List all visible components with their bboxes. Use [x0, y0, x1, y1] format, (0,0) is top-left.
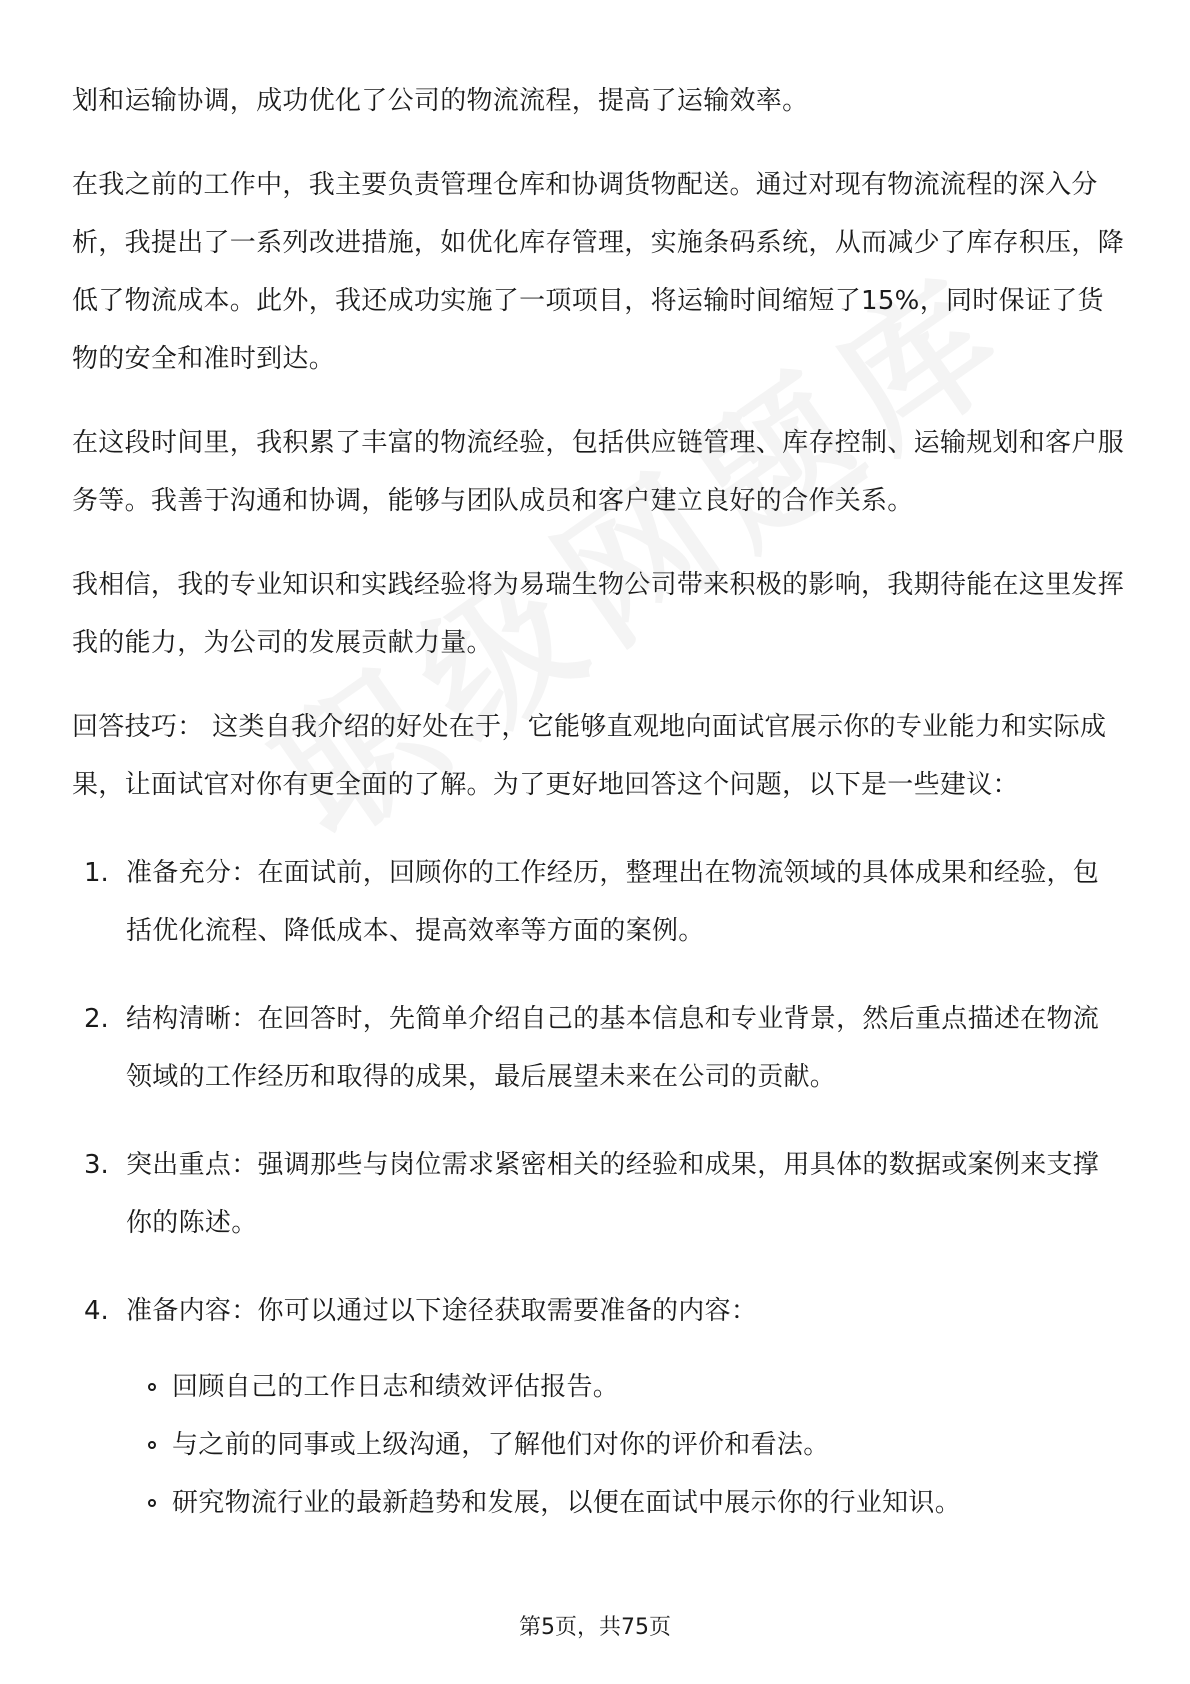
- sub-list-item: [72, 1474, 1124, 1532]
- tip-text: 结构清晰：在回答时，先简单介绍自己的基本信息和专业背景，然后重点描述在物流领域的工作经历和取得的成果，最后展望未来在公司的贡献。: [126, 1004, 1100, 1092]
- paragraph: 我相信，我的专业知识和实践经验将为易瑞生物公司带来积极的影响，我期待能在这里发挥我的能力，为公司的发展贡献力量。: [72, 570, 1125, 658]
- tip-number: 2.: [84, 1004, 109, 1034]
- tip-text: 准备内容：你可以通过以下途径获取需要准备的内容：: [126, 1296, 758, 1326]
- tip-item: [72, 844, 1124, 960]
- circle-bullet-icon: [148, 1499, 156, 1507]
- sub-item-text: 研究物流行业的最新趋势和发展，以便在面试中展示你的行业知识。: [172, 1488, 962, 1518]
- tip-number: 3.: [84, 1150, 109, 1180]
- tip-item: [72, 990, 1124, 1106]
- answer-tips-paragraph: 回答技巧： 这类自我介绍的好处在于，它能够直观地向面试官展示你的专业能力和实际成果，让面试官对你有更全面的了解。为了更好地回答这个问题，以下是一些建议：: [72, 712, 1107, 800]
- tip-number: 4.: [84, 1296, 109, 1326]
- sub-item-text: 回顾自己的工作日志和绩效评估报告。: [172, 1372, 620, 1402]
- tip-item: [72, 1282, 1124, 1340]
- paragraph: 在我之前的工作中，我主要负责管理仓库和协调货物配送。通过对现有物流流程的深入分析，我提出了一系列改进措施，如优化库存管理，实施条码系统，从而减少了库存积压，降低了物流成本。此外，我还成功实施了一项项目，将运输时间缩短了15%，同时保证了货物的安全和准时到达。: [72, 170, 1125, 374]
- tip-item: [72, 1136, 1124, 1252]
- circle-bullet-icon: [148, 1383, 156, 1391]
- sub-item-text: 与之前的同事或上级沟通，了解他们对你的评价和看法。: [172, 1430, 830, 1460]
- paragraph: 划和运输协调，成功优化了公司的物流流程，提高了运输效率。: [72, 86, 809, 116]
- paragraph: 在这段时间里，我积累了丰富的物流经验，包括供应链管理、库存控制、运输规划和客户服务等。我善于沟通和协调，能够与团队成员和客户建立良好的合作关系。: [72, 428, 1125, 516]
- tip-text: 突出重点：强调那些与岗位需求紧密相关的经验和成果，用具体的数据或案例来支撑你的陈述。: [126, 1150, 1100, 1238]
- tip-text: 准备充分：在面试前，回顾你的工作经历，整理出在物流领域的具体成果和经验，包括优化流程、降低成本、提高效率等方面的案例。: [126, 858, 1100, 946]
- document-body: [72, 72, 1124, 1532]
- page-footer: 第5页，共75页: [519, 1615, 671, 1640]
- tip-number: 1.: [84, 858, 109, 888]
- tips-list: [72, 844, 1124, 1340]
- sub-list-item: [72, 1416, 1124, 1474]
- sub-list: [72, 1358, 1124, 1532]
- circle-bullet-icon: [148, 1441, 156, 1449]
- sub-list-item: [72, 1358, 1124, 1416]
